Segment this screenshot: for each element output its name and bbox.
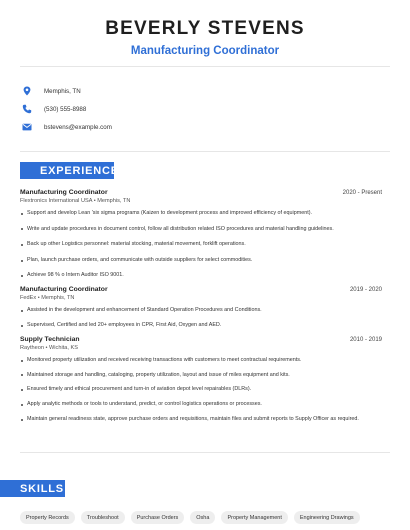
bullet-item: Back up other Logistics personnel: material stocking, material movement, forklift operations. (20, 241, 382, 248)
experience-section (20, 189, 382, 431)
skills-list (20, 511, 400, 524)
bullet-item: Monitored property utilization and received receiving transactions with customers to meet contractual requirements. (20, 357, 382, 364)
bullet-item: Ensured timely and ethical procurement and turn-in of aviation depot level repairables (DLRs). (20, 386, 382, 393)
location-pin-icon (22, 86, 32, 96)
skill-chip: Property Management (221, 511, 287, 524)
contact-phone-text: (530) 555-8988 (44, 105, 87, 113)
bullet-item: Maintained storage and handling, cataloging, property utilization, layout and issue of miles equipment and kits. (20, 372, 382, 379)
separator: • (45, 344, 50, 351)
candidate-name: BEVERLY STEVENS (105, 18, 305, 39)
mail-icon (22, 122, 32, 132)
bullet-item: Apply analytic methods or tools to understand, predict, or control logistics operations or processes. (20, 401, 382, 408)
job-bullets (20, 307, 382, 330)
skills-heading: SKILLS (0, 480, 65, 497)
contact-phone (20, 100, 390, 118)
job-company: Raytheon (20, 344, 44, 351)
bullet-item: Write and update procedures in document control, follow all distribution related ISO procedures and material handling guidelines. (20, 226, 382, 233)
contact-email (20, 118, 390, 136)
skill-chip: Property Records (20, 511, 75, 524)
job-role: Manufacturing Coordinator (20, 285, 108, 293)
divider (20, 66, 390, 67)
job-location: Wichita, KS (49, 344, 78, 351)
job-dates: 2019 - 2020 (349, 286, 382, 293)
divider (20, 151, 390, 152)
job-bullets (20, 210, 382, 280)
candidate-title: Manufacturing Coordinator (130, 45, 280, 57)
job-role: Supply Technician (20, 335, 80, 343)
job-dates: 2020 - Present (342, 190, 382, 196)
job-header (20, 286, 382, 293)
job-location: Memphis, TN (97, 198, 131, 204)
job-location: Memphis, TN (41, 294, 75, 301)
bullet-item: Support and develop Lean 'six sigma programs (Kaizen to development process and improved efficiency of equipment). (20, 210, 382, 217)
job-entry (20, 189, 382, 280)
job-entry (20, 286, 382, 330)
divider (20, 452, 390, 453)
experience-heading: EXPERIENCE (20, 162, 114, 179)
job-dates: 2010 - 2019 (349, 336, 382, 343)
job-header (20, 336, 382, 343)
bullet-item: Maintain general readiness state, approve purchase orders and requisitions, maintain files and submit reports to Supply Officer as required. (20, 416, 382, 423)
bullet-item: Plan, launch purchase orders, and communicate with outside suppliers for select commodities. (20, 257, 382, 264)
job-bullets (20, 357, 382, 424)
job-company: Flextronics International USA (20, 198, 93, 204)
contact-block (20, 82, 390, 136)
job-role: Manufacturing Coordinator (20, 189, 108, 196)
skill-chip: Osha (190, 511, 215, 524)
job-company-line (20, 198, 382, 204)
contact-email-text: bstevens@example.com (44, 123, 112, 131)
job-company-line (20, 295, 382, 301)
skill-chip: Engineering Drawings (294, 511, 360, 524)
phone-icon (22, 104, 32, 114)
contact-location-text: Memphis, TN (44, 87, 81, 95)
bullet-item: Assisted in the development and enhancement of Standard Operation Procedures and Conditions. (20, 307, 382, 314)
separator: • (37, 294, 42, 301)
bullet-item: Achieve 98 % o Intern Auditor ISO 9001. (20, 272, 382, 279)
job-header (20, 189, 382, 196)
resume-header (0, 18, 410, 57)
job-company-line (20, 345, 382, 351)
skill-chip: Troubleshoot (81, 511, 125, 524)
job-company: FedEx (20, 294, 37, 301)
separator: • (93, 198, 98, 204)
skill-chip: Purchase Orders (131, 511, 185, 524)
bullet-item: Supervised, Certified and led 20+ employees in CPR, First Aid, Oxygen and AED. (20, 322, 382, 329)
job-entry (20, 336, 382, 424)
contact-location (20, 82, 390, 100)
